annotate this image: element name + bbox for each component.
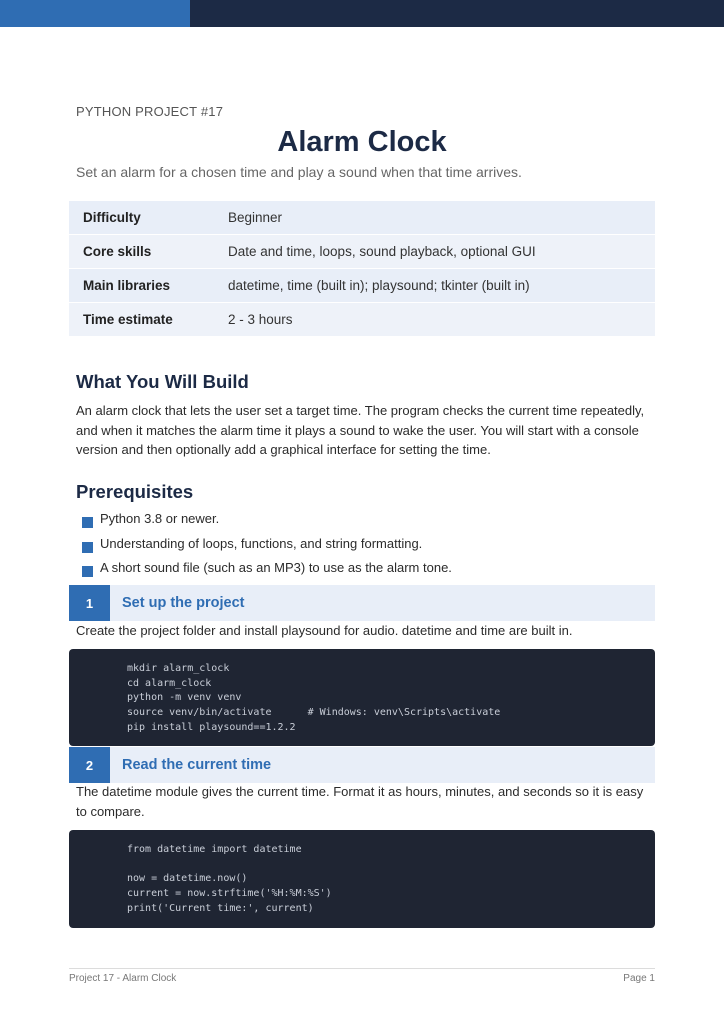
prerequisite-text: Understanding of loops, functions, and string formatting. xyxy=(100,535,423,551)
step-title: Set up the project xyxy=(122,595,245,611)
info-label: Time estimate xyxy=(69,303,228,337)
info-label: Core skills xyxy=(69,235,228,269)
info-value: datetime, time (built in); playsound; tkinter (built in) xyxy=(228,269,655,303)
step-2-header xyxy=(69,747,655,783)
info-value: Date and time, loops, sound playback, optional GUI xyxy=(228,235,655,269)
top-banner-accent xyxy=(0,0,190,27)
footer-page-number: Page 1 xyxy=(623,973,655,984)
step-2-description: The datetime module gives the current time. Format it as hours, minutes, and seconds so it is easy to compare. xyxy=(76,784,644,819)
square-bullet-icon xyxy=(82,566,93,577)
info-row-core-skills xyxy=(69,235,655,269)
code-text: mkdir alarm_clock cd alarm_clock python -m venv venv source venv/bin/activate # Windows: venv\Scripts\activate pip install playsound==1.2.2 xyxy=(127,663,501,733)
what-you-will-build-body: An alarm clock that lets the user set a target time. The program checks the current time repeatedly, and when it matches the alarm time it plays a sound to wake the user. You will start with a console version and then optionally add a graphical interface for setting the time. xyxy=(76,403,645,457)
step-number-badge: 2 xyxy=(69,747,110,783)
list-item xyxy=(82,536,452,561)
info-value: Beginner xyxy=(228,201,655,235)
info-value: 2 - 3 hours xyxy=(228,303,655,337)
step-1-code-block xyxy=(69,649,655,746)
list-item xyxy=(82,560,452,585)
code-text: from datetime import datetime now = datetime.now() current = now.strftime('%H:%M:%S') print('Current time:', current) xyxy=(127,844,332,914)
info-label: Main libraries xyxy=(69,269,228,303)
list-item xyxy=(82,511,452,536)
step-1-description: Create the project folder and install playsound for audio. datetime and time are built in. xyxy=(76,623,573,638)
square-bullet-icon xyxy=(82,542,93,553)
page-title: Alarm Clock xyxy=(277,126,447,158)
step-number-badge: 1 xyxy=(69,585,110,621)
step-1-header xyxy=(69,585,655,621)
info-row-difficulty xyxy=(69,201,655,235)
prerequisite-text: A short sound file (such as an MP3) to use as the alarm tone. xyxy=(100,560,452,575)
prerequisites-list xyxy=(82,511,452,585)
project-info-table xyxy=(69,201,655,337)
step-2-code-block xyxy=(69,830,655,928)
info-label: Difficulty xyxy=(69,201,228,235)
what-you-will-build-heading: What You Will Build xyxy=(76,371,249,392)
footer-divider xyxy=(69,968,655,969)
prerequisites-heading: Prerequisites xyxy=(76,481,194,502)
project-kicker: PYTHON PROJECT #17 xyxy=(76,104,224,119)
prerequisite-text: Python 3.8 or newer. xyxy=(100,511,220,526)
page-subtitle: Set an alarm for a chosen time and play a sound when that time arrives. xyxy=(76,164,522,180)
info-row-main-libraries xyxy=(69,269,655,303)
top-banner xyxy=(0,0,724,27)
info-row-time-estimate xyxy=(69,303,655,337)
step-title: Read the current time xyxy=(122,757,272,773)
square-bullet-icon xyxy=(82,517,93,528)
footer-project-label: Project 17 - Alarm Clock xyxy=(69,973,177,984)
